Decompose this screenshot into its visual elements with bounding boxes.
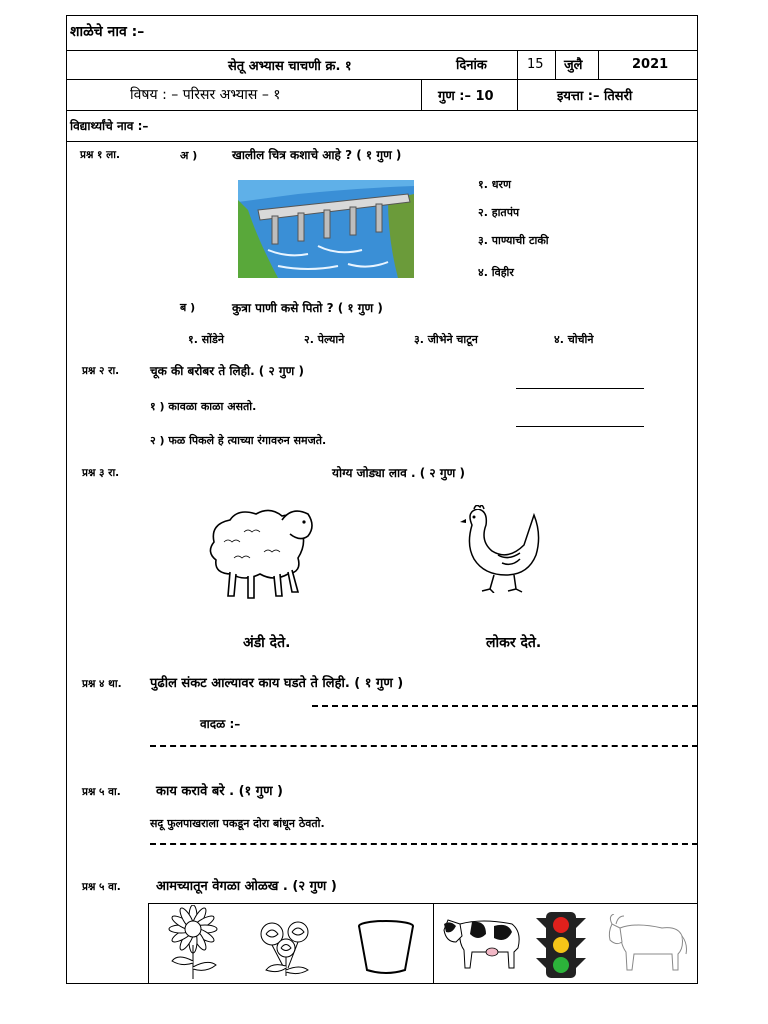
- q1-b-option-2: २. पेल्याने: [304, 333, 345, 346]
- subject-cell-divider: [517, 79, 518, 110]
- q5b-question: आमच्यातून वेगळा ओळख . (२ गुण ): [156, 879, 337, 894]
- q1-a-label: अ ): [180, 149, 198, 162]
- q5a-question: काय करावे बरे . (१ गुण ): [156, 784, 283, 799]
- student-name-label: विद्यार्थ्यांचे नाव :–: [70, 119, 149, 133]
- date-cell-divider: [598, 50, 599, 79]
- marks: गुण :– 10: [438, 89, 494, 104]
- school-name-label: शाळेचे नाव :–: [70, 24, 145, 40]
- date-month: जुलै: [564, 58, 583, 73]
- bull-icon: [606, 914, 688, 972]
- q2-number: प्रश्न २ रा.: [82, 365, 120, 377]
- sheep-image: [204, 502, 318, 602]
- date-cell-divider: [517, 50, 518, 79]
- answer-line[interactable]: [150, 843, 698, 845]
- q2-question: चूक की बरोबर ते लिही. ( २ गुण ): [150, 364, 304, 378]
- traffic-light-icon: [534, 910, 588, 980]
- subject: विषय : – परिसर अभ्यास – १: [130, 87, 281, 103]
- q1-b-option-4: ४. चोचीने: [554, 333, 594, 346]
- q3-number: प्रश्न ३ रा.: [82, 467, 120, 479]
- bucket-icon: [355, 918, 417, 976]
- cow-icon: [442, 912, 526, 972]
- q1-b-question: कुत्रा पाणी कसे पितो ? ( १ गुण ): [232, 301, 383, 315]
- answer-line[interactable]: [516, 388, 644, 389]
- answer-line[interactable]: [516, 426, 644, 427]
- date-year: 2021: [632, 57, 669, 72]
- q3-answer-right: लोकर देते.: [486, 635, 542, 651]
- q1-a-option-2: २. हातपंप: [478, 206, 520, 219]
- q1-a-option-4: ४. विहीर: [478, 266, 514, 279]
- answer-line[interactable]: [150, 745, 698, 747]
- q4-question: पुढील संकट आल्यावर काय घडते ते लिही. ( १ गुण ): [150, 676, 404, 691]
- test-title: सेतू अभ्यास चाचणी क्र. १: [228, 59, 352, 74]
- dam-image: [238, 180, 414, 278]
- header-divider: [67, 110, 697, 111]
- q5a-number: प्रश्न ५ वा.: [82, 786, 121, 798]
- date-day: 15: [527, 57, 544, 72]
- q2-item-2: २ ) फळ पिकले हे त्याच्या रंगावरुन समजते.: [150, 434, 327, 447]
- q3-answer-left: अंडी देते.: [243, 635, 291, 651]
- q4-item: वादळ :–: [200, 717, 241, 731]
- q1-b-option-3: ३. जीभेने चाटून: [414, 333, 478, 346]
- q1-b-label: ब ): [180, 301, 196, 314]
- q1-a-question: खालील चित्र कशाचे आहे ? ( १ गुण ): [232, 148, 402, 162]
- picture-box-divider: [148, 903, 149, 984]
- q1-a-option-3: ३. पाण्याची टाकी: [478, 234, 549, 247]
- q1-number: प्रश्न १ ला.: [80, 149, 120, 161]
- header-divider: [67, 50, 697, 51]
- q5b-number: प्रश्न ५ वा.: [82, 881, 121, 893]
- q1-a-option-1: १. धरण: [478, 178, 511, 191]
- date-label: दिनांक: [456, 58, 487, 73]
- date-cell-divider: [555, 50, 556, 79]
- sunflower-icon: [160, 905, 226, 979]
- q2-item-1: १ ) कावळा काळा असतो.: [150, 400, 257, 413]
- picture-box-divider: [433, 903, 434, 984]
- q3-question: योग्य जोड्या लाव . ( २ गुण ): [332, 466, 465, 480]
- header-divider: [67, 79, 697, 80]
- q5a-situation: सदू फुलपाखराला पकडून दोरा बांधून ठेवतो.: [150, 817, 325, 830]
- q1-b-option-1: १. सोंडेने: [188, 333, 225, 346]
- header-divider: [67, 141, 697, 142]
- answer-line[interactable]: [312, 705, 698, 707]
- hen-image: [458, 505, 542, 593]
- subject-cell-divider: [421, 79, 422, 110]
- roses-icon: [252, 918, 322, 978]
- grade: इयत्ता :– तिसरी: [557, 89, 633, 104]
- q4-number: प्रश्न ४ था.: [82, 678, 122, 690]
